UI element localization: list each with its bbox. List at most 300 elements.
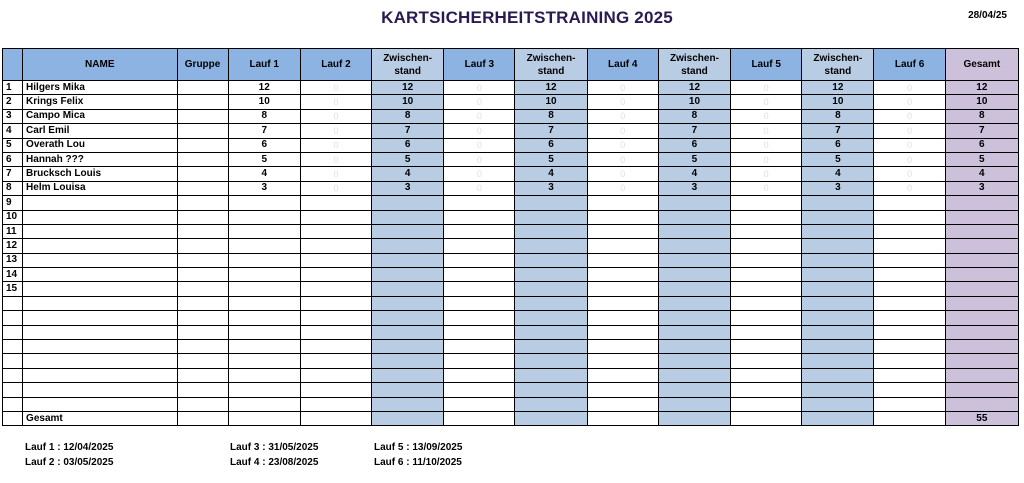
header-lauf-5: Lauf 5 [731,49,802,81]
zwischenstand-cell [802,354,874,368]
name-cell: Brucksch Louis [23,167,177,181]
lauf-2-cell [300,325,371,339]
zwischenstand-cell [802,282,874,296]
lauf-3-cell: 0 [444,138,515,152]
lauf-2-cell [300,268,371,282]
zwischenstand-cell [515,253,587,267]
header-num [3,49,23,81]
name-cell [23,210,177,224]
lauf-5-cell: 0 [731,109,802,123]
lauf-4-cell [587,311,658,325]
lauf-4-cell [587,354,658,368]
lauf-6-cell: 0 [874,181,945,195]
total-cell [444,411,515,425]
row-number: 7 [3,167,23,181]
lauf-1-cell [228,368,300,382]
gesamt-cell: 7 [945,124,1018,138]
lauf-4-cell [587,196,658,210]
lauf-2-cell: 0 [300,109,371,123]
lauf-6-cell [874,383,945,397]
lauf-3-cell [444,354,515,368]
total-label: Gesamt [23,411,177,425]
lauf-2-cell [300,311,371,325]
lauf-1-cell: 4 [228,167,300,181]
gruppe-cell [177,397,228,411]
row-number: 13 [3,253,23,267]
lauf-2-cell [300,354,371,368]
lauf-2-cell [300,253,371,267]
header-name: NAME [23,49,177,81]
header-lauf-4: Lauf 4 [587,49,658,81]
zwischenstand-cell [515,239,587,253]
name-cell: Carl Emil [23,124,177,138]
lauf-1-cell [228,397,300,411]
row-number: 2 [3,95,23,109]
lauf-5-cell [731,383,802,397]
gesamt-cell: 4 [945,167,1018,181]
total-cell [300,411,371,425]
name-cell [23,296,177,310]
name-cell: Krings Felix [23,95,177,109]
zwischenstand-cell: 3 [515,181,587,195]
zwischenstand-cell [802,397,874,411]
lauf-2-cell [300,210,371,224]
lauf-5-cell [731,196,802,210]
race-date: Lauf 1 : 12/04/2025 [25,442,114,453]
lauf-3-cell [444,311,515,325]
zwischenstand-cell [515,210,587,224]
lauf-3-cell [444,239,515,253]
gruppe-cell [177,109,228,123]
row-number [3,325,23,339]
total-cell [515,411,587,425]
zwischenstand-cell [515,311,587,325]
zwischenstand-cell: 5 [658,152,730,166]
gruppe-cell [177,354,228,368]
table-row [3,296,1019,310]
gruppe-cell [177,368,228,382]
lauf-5-cell [731,368,802,382]
lauf-6-cell [874,397,945,411]
row-number [3,368,23,382]
zwischenstand-cell [658,296,730,310]
lauf-3-cell [444,282,515,296]
zwischenstand-cell: 6 [372,138,444,152]
zwischenstand-cell [802,268,874,282]
row-number: 1 [3,81,23,95]
lauf-6-cell: 0 [874,95,945,109]
lauf-5-cell [731,210,802,224]
lauf-6-cell [874,239,945,253]
lauf-2-cell: 0 [300,167,371,181]
header-gruppe: Gruppe [177,49,228,81]
gesamt-cell [945,311,1018,325]
zwischenstand-cell: 8 [372,109,444,123]
zwischenstand-cell [802,210,874,224]
table-row [3,167,1019,181]
table-row [3,354,1019,368]
header-zwischenstand: Zwischen-stand [658,49,730,81]
zwischenstand-cell [515,224,587,238]
lauf-4-cell: 0 [587,152,658,166]
row-number [3,397,23,411]
zwischenstand-cell [802,311,874,325]
lauf-5-cell: 0 [731,138,802,152]
name-cell [23,354,177,368]
lauf-3-cell: 0 [444,95,515,109]
zwischenstand-cell [658,397,730,411]
zwischenstand-cell [515,196,587,210]
name-cell: Helm Louisa [23,181,177,195]
lauf-2-cell [300,340,371,354]
table-row [3,397,1019,411]
gesamt-cell: 10 [945,95,1018,109]
zwischenstand-cell [802,325,874,339]
lauf-1-cell [228,311,300,325]
zwischenstand-cell [372,239,444,253]
zwischenstand-cell: 8 [658,109,730,123]
lauf-1-cell: 5 [228,152,300,166]
lauf-4-cell: 0 [587,109,658,123]
name-cell [23,253,177,267]
table-row [3,311,1019,325]
total-cell [731,411,802,425]
gruppe-cell [177,95,228,109]
total-cell [802,411,874,425]
zwischenstand-cell [658,239,730,253]
name-cell [23,340,177,354]
table-row [3,210,1019,224]
lauf-2-cell [300,397,371,411]
zwischenstand-cell [372,325,444,339]
lauf-6-cell: 0 [874,81,945,95]
lauf-2-cell: 0 [300,138,371,152]
zwischenstand-cell: 6 [515,138,587,152]
lauf-1-cell [228,325,300,339]
zwischenstand-cell [515,383,587,397]
row-number: 10 [3,210,23,224]
race-date: Lauf 6 : 11/10/2025 [374,457,462,468]
gesamt-cell [945,368,1018,382]
total-cell [587,411,658,425]
zwischenstand-cell [802,383,874,397]
lauf-4-cell: 0 [587,95,658,109]
lauf-4-cell: 0 [587,81,658,95]
header-lauf-2: Lauf 2 [300,49,371,81]
race-date: Lauf 4 : 23/08/2025 [230,457,319,468]
lauf-4-cell [587,397,658,411]
gruppe-cell [177,311,228,325]
lauf-5-cell [731,253,802,267]
lauf-2-cell: 0 [300,95,371,109]
gesamt-cell: 5 [945,152,1018,166]
lauf-2-cell [300,239,371,253]
lauf-5-cell [731,397,802,411]
zwischenstand-cell: 6 [802,138,874,152]
lauf-2-cell [300,296,371,310]
gruppe-cell [177,325,228,339]
lauf-6-cell [874,296,945,310]
lauf-1-cell [228,340,300,354]
gruppe-cell [177,124,228,138]
zwischenstand-cell [802,368,874,382]
gesamt-cell [945,354,1018,368]
lauf-4-cell [587,253,658,267]
zwischenstand-cell [372,383,444,397]
zwischenstand-cell [802,224,874,238]
header-zwischenstand: Zwischen-stand [515,49,587,81]
zwischenstand-cell [372,268,444,282]
lauf-6-cell [874,368,945,382]
lauf-2-cell [300,383,371,397]
name-cell [23,325,177,339]
table-row [3,368,1019,382]
lauf-3-cell: 0 [444,109,515,123]
zwischenstand-cell [372,196,444,210]
zwischenstand-cell [658,368,730,382]
lauf-6-cell: 0 [874,138,945,152]
name-cell [23,196,177,210]
gruppe-cell [177,152,228,166]
lauf-6-cell [874,340,945,354]
zwischenstand-cell [802,253,874,267]
zwischenstand-cell: 8 [515,109,587,123]
zwischenstand-cell: 5 [372,152,444,166]
lauf-1-cell [228,210,300,224]
zwischenstand-cell [515,397,587,411]
zwischenstand-cell [658,311,730,325]
zwischenstand-cell [515,325,587,339]
table-row [3,253,1019,267]
lauf-3-cell [444,340,515,354]
lauf-6-cell: 0 [874,124,945,138]
gesamt-cell [945,325,1018,339]
lauf-6-cell [874,210,945,224]
table-row [3,124,1019,138]
zwischenstand-cell: 4 [658,167,730,181]
lauf-1-cell [228,282,300,296]
zwischenstand-cell: 10 [372,95,444,109]
gruppe-cell [177,383,228,397]
zwischenstand-cell [658,325,730,339]
lauf-3-cell: 0 [444,81,515,95]
zwischenstand-cell [658,268,730,282]
lauf-3-cell [444,268,515,282]
name-cell [23,397,177,411]
name-cell [23,368,177,382]
table-row [3,152,1019,166]
zwischenstand-cell: 3 [372,181,444,195]
lauf-5-cell [731,354,802,368]
race-date: Lauf 3 : 31/05/2025 [230,442,319,453]
lauf-4-cell [587,296,658,310]
lauf-1-cell [228,383,300,397]
zwischenstand-cell: 4 [802,167,874,181]
zwischenstand-cell [372,253,444,267]
lauf-4-cell: 0 [587,181,658,195]
table-row [3,282,1019,296]
gruppe-cell [177,81,228,95]
row-number: 8 [3,181,23,195]
lauf-5-cell [731,282,802,296]
gruppe-cell [177,340,228,354]
name-cell [23,383,177,397]
gesamt-cell: 6 [945,138,1018,152]
zwischenstand-cell: 4 [372,167,444,181]
zwischenstand-cell: 4 [515,167,587,181]
name-cell [23,282,177,296]
gesamt-cell: 8 [945,109,1018,123]
lauf-1-cell [228,354,300,368]
lauf-2-cell: 0 [300,81,371,95]
lauf-5-cell [731,296,802,310]
gruppe-cell [177,224,228,238]
zwischenstand-cell: 10 [658,95,730,109]
row-number: 5 [3,138,23,152]
zwischenstand-cell [372,224,444,238]
name-cell: Hilgers Mika [23,81,177,95]
zwischenstand-cell: 12 [802,81,874,95]
lauf-2-cell: 0 [300,152,371,166]
lauf-1-cell: 3 [228,181,300,195]
lauf-4-cell [587,268,658,282]
lauf-5-cell [731,268,802,282]
table-row [3,325,1019,339]
race-dates-col-3 [374,440,462,470]
lauf-2-cell: 0 [300,181,371,195]
results-table [2,48,1019,426]
race-dates-col-2 [230,440,318,470]
race-dates-col-1 [25,440,113,470]
zwischenstand-cell [658,224,730,238]
lauf-6-cell [874,224,945,238]
zwischenstand-cell [658,340,730,354]
zwischenstand-cell [658,253,730,267]
gesamt-cell [945,296,1018,310]
lauf-4-cell: 0 [587,124,658,138]
zwischenstand-cell [515,296,587,310]
name-cell [23,239,177,253]
lauf-6-cell [874,268,945,282]
lauf-4-cell [587,340,658,354]
lauf-4-cell: 0 [587,167,658,181]
gruppe-cell [177,268,228,282]
name-cell [23,224,177,238]
zwischenstand-cell [658,282,730,296]
zwischenstand-cell [802,239,874,253]
gesamt-cell [945,253,1018,267]
race-date: Lauf 2 : 03/05/2025 [25,457,114,468]
zwischenstand-cell: 5 [802,152,874,166]
lauf-2-cell [300,282,371,296]
gesamt-cell [945,397,1018,411]
lauf-5-cell: 0 [731,167,802,181]
lauf-5-cell: 0 [731,124,802,138]
lauf-2-cell: 0 [300,124,371,138]
total-cell [228,411,300,425]
table-row [3,224,1019,238]
zwischenstand-cell [372,368,444,382]
zwischenstand-cell [372,210,444,224]
lauf-3-cell [444,210,515,224]
lauf-3-cell: 0 [444,152,515,166]
lauf-3-cell [444,383,515,397]
lauf-4-cell [587,325,658,339]
gruppe-cell [177,282,228,296]
table-row [3,181,1019,195]
lauf-3-cell [444,253,515,267]
gruppe-cell [177,196,228,210]
zwischenstand-cell [372,282,444,296]
zwischenstand-cell: 7 [802,124,874,138]
lauf-3-cell: 0 [444,167,515,181]
lauf-5-cell [731,239,802,253]
zwischenstand-cell [372,311,444,325]
lauf-4-cell: 0 [587,138,658,152]
gesamt-cell [945,224,1018,238]
gruppe-cell [177,181,228,195]
zwischenstand-cell [658,196,730,210]
gruppe-cell [177,138,228,152]
row-number [3,311,23,325]
lauf-1-cell [228,253,300,267]
name-cell [23,268,177,282]
lauf-1-cell: 6 [228,138,300,152]
zwischenstand-cell: 7 [515,124,587,138]
lauf-1-cell [228,196,300,210]
lauf-6-cell: 0 [874,152,945,166]
row-number: 3 [3,109,23,123]
lauf-3-cell [444,296,515,310]
zwischenstand-cell [802,340,874,354]
lauf-5-cell [731,340,802,354]
lauf-6-cell: 0 [874,167,945,181]
zwischenstand-cell: 12 [658,81,730,95]
race-date: Lauf 5 : 13/09/2025 [374,442,463,453]
table-row [3,383,1019,397]
row-number [3,383,23,397]
lauf-4-cell [587,368,658,382]
lauf-3-cell [444,196,515,210]
lauf-5-cell [731,311,802,325]
lauf-2-cell [300,224,371,238]
gruppe-cell [177,253,228,267]
zwischenstand-cell: 7 [658,124,730,138]
lauf-6-cell [874,311,945,325]
page-title: KARTSICHERHEITSTRAINING 2025 [381,8,673,27]
grand-total: 55 [945,411,1018,425]
gesamt-cell: 3 [945,181,1018,195]
lauf-6-cell [874,196,945,210]
zwischenstand-cell [802,296,874,310]
zwischenstand-cell [515,354,587,368]
row-number [3,340,23,354]
zwischenstand-cell: 3 [658,181,730,195]
row-number: 15 [3,282,23,296]
lauf-4-cell [587,224,658,238]
lauf-3-cell [444,368,515,382]
table-body [3,81,1019,412]
table-row [3,81,1019,95]
total-row [3,411,1019,425]
lauf-6-cell [874,354,945,368]
lauf-6-cell [874,253,945,267]
lauf-6-cell: 0 [874,109,945,123]
zwischenstand-cell [515,340,587,354]
row-number [3,296,23,310]
lauf-3-cell [444,397,515,411]
total-cell [177,411,228,425]
